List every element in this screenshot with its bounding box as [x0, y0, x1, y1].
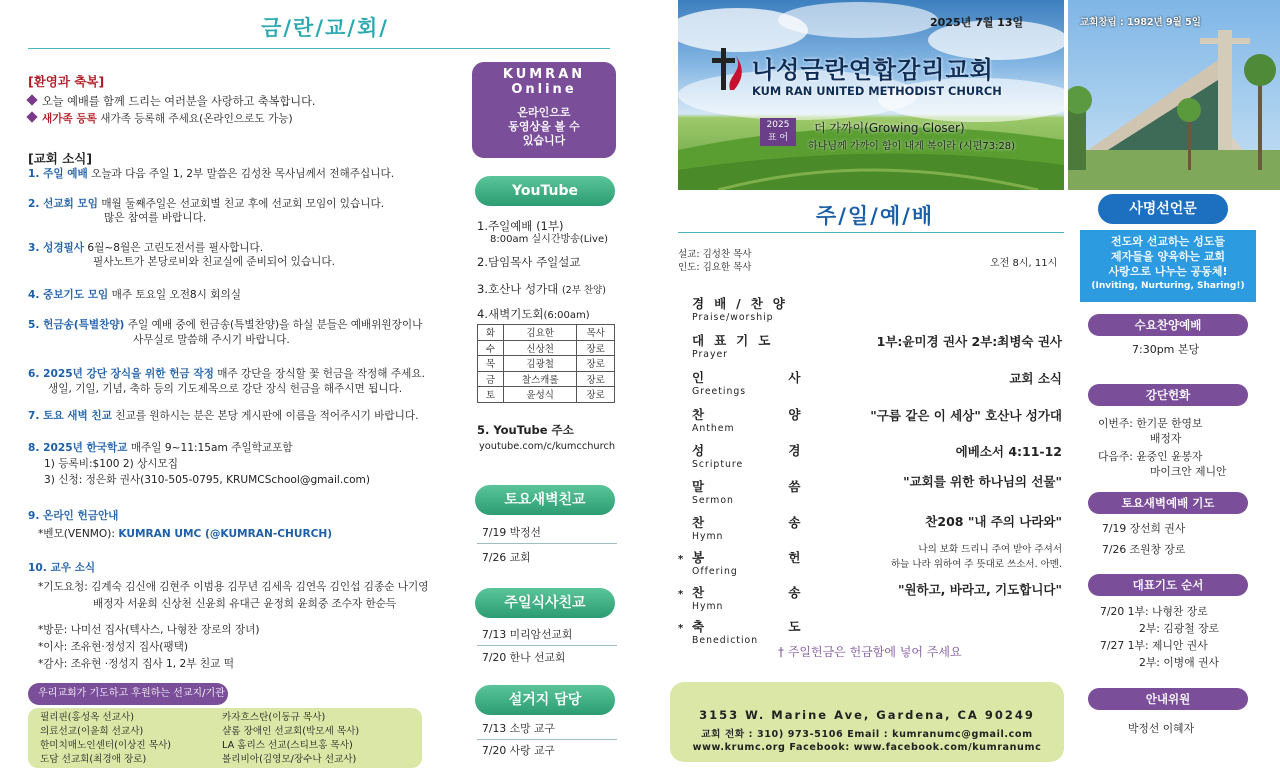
order-row: 인 사 Greetings: [692, 370, 841, 397]
mission-item: LA 홈리스 선교(스티브홍 목사): [222, 740, 353, 751]
lunch-fellowship-label: 주일식사친교: [475, 588, 615, 618]
online-text: 동영상을 볼 수: [508, 120, 580, 133]
diamond-icon: [26, 94, 37, 105]
anthem-detail: "구름 같은 이 세상" 호산나 성가대: [870, 408, 1062, 423]
news-item-1: 1. 주일 예배 오늘과 다음 주일 1, 2부 말씀은 김성찬 목사님께서 전해주십니다.: [28, 168, 395, 180]
dawn-prayer-table: [477, 324, 615, 403]
divider: [477, 645, 617, 646]
yt-item-3: 3.호산나 성가대 (2부 찬양): [477, 282, 606, 296]
order-row: 경배/찬양 Praise/worship: [692, 296, 795, 323]
address-box: [670, 682, 1064, 762]
rep-prayer-item: 2부: 김광철 장로: [1139, 622, 1219, 635]
news-item-5-cont: 사무실로 말씀해 주시기 바랍니다.: [133, 334, 290, 346]
news-item-4: 4. 중보기도 모임 매주 토요일 오전8시 회의실: [28, 289, 241, 301]
news-item-2-cont: 많은 참여를 바랍니다.: [104, 212, 207, 224]
divider: [477, 543, 617, 544]
table-row: 금 찰스캐롤 장로: [478, 371, 615, 387]
mission-item: 볼리비아(김영모/장수나 선교사): [222, 754, 357, 765]
table-row: 목 김광철 장로: [478, 356, 615, 372]
news-item-7: 7. 토요 새벽 친교 친교를 원하시는 분은 본당 게시판에 이름을 적어주시기 바랍니다.: [28, 410, 419, 422]
order-of-worship: [678, 294, 1064, 654]
venmo-id: KUMRAN UMC (@KUMRAN-CHURCH): [118, 528, 333, 540]
order-row: 찬 양 Anthem: [692, 407, 841, 434]
visit-news: *방문: 나미선 집사(텍사스, 나형찬 장로의 장녀): [38, 624, 260, 636]
yt-item-4: 4.새벽기도회(6:00am): [477, 307, 590, 321]
welcome-heading: [환영과 축복]: [28, 74, 105, 89]
mission-item: 한미치매노인센터(이상진 목사): [40, 740, 172, 751]
mission-item: 카자흐스탄(이동규 목사): [222, 712, 326, 723]
offering-line: 나의 보화 드리니 주여 받아 주셔서: [918, 544, 1062, 555]
newcomer-text: 새가족 등록해 주세요(온라인으로도 가능): [100, 113, 293, 125]
rep-prayer-item: 2부: 이병애 권사: [1139, 656, 1219, 669]
mission-line: 제자들을 양육하는 교회: [1111, 250, 1225, 263]
yt-item-2: 2.담임목사 주일설교: [477, 255, 581, 269]
online-title: KUMRAN: [502, 67, 586, 82]
sat-fellowship-label: 토요새벽친교: [475, 485, 615, 515]
church-building-photo: [1068, 0, 1280, 190]
lunch-fellowship-item: 7/20 한나 선교회: [482, 651, 566, 664]
news-item-6-cont: 생일, 기일, 기념, 축하 등의 기도제목으로 강단 장식 헌금을 해주시면 됩니다.: [48, 383, 403, 395]
news-heading: [교회 소식]: [28, 151, 93, 166]
hymn-detail: 찬208 "내 주의 나라와": [925, 514, 1062, 529]
rep-prayer-item: 7/20 1부: 나형찬 장로: [1100, 605, 1208, 618]
table-row: 화 김요한 목사: [478, 325, 615, 341]
scripture-detail: 에베소서 4:11-12: [955, 444, 1062, 459]
venmo-line: *벤모(VENMO): KUMRAN UMC (@KUMRAN-CHURCH): [38, 528, 333, 540]
offering-prayer: [891, 542, 1062, 572]
youtube-url[interactable]: youtube.com/c/kumcchurch: [479, 441, 616, 452]
prayer-request: *기도요청: 김계숙 김신애 김현주 이범용 김무년 김세옥 김연옥 김인섭 김종순 나기영: [38, 581, 429, 593]
year-tag-label: 표 어: [767, 133, 789, 143]
online-text: 온라인으로: [517, 106, 571, 119]
order-row: * 찬 송 Hymn: [678, 585, 841, 612]
news-item-5: 5. 헌금송(특별찬양) 주일 예배 중에 헌금송(특별찬양)을 하실 분들은 예배위원장이나: [28, 319, 423, 331]
offering-line: 하늘 나라 위하여 주 뜻대로 쓰소서. 아멘.: [891, 559, 1062, 570]
thanks-news: *감사: 조유현 ·정성지 집사 1, 2부 친교 떡: [38, 658, 234, 670]
sat-fellowship-item: 7/26 교회: [482, 551, 531, 564]
sat-prayer-label: 토요새벽예배 기도: [1088, 492, 1248, 514]
news-item-8-fee: 1) 등록비:$100 2) 상시모집: [44, 458, 179, 470]
news-item-6: 6. 2025년 강단 장식을 위한 헌금 작정 매주 강단을 장식할 꽃 헌금을 작정해 주세요.: [28, 368, 425, 380]
worship-time: 오전 8시, 11시: [990, 258, 1058, 269]
year-motto-tag: [760, 118, 796, 146]
altar-flowers-label: 강단헌화: [1088, 384, 1248, 406]
cross-flame-icon: [708, 46, 744, 92]
founded-date: 교회창립 : 1982년 9월 5일: [1080, 17, 1201, 28]
motto-verse: 하나님께 가까이 함이 내게 복이라 (시편73:28): [808, 141, 1016, 152]
altar-next-week: 다음주: 윤중인 윤봉자: [1098, 450, 1203, 463]
mission-field-label: 우리교회가 기도하고 후원하는 선교지/기관: [28, 683, 228, 705]
sat-prayer-item: 7/26 조원창 장로: [1102, 543, 1186, 556]
news-item-8: 8. 2025년 한국학교 매주일 9~11:15am 주일학교포함: [28, 442, 293, 454]
order-row: 말 씀 Sermon: [692, 479, 841, 506]
online-subtitle: Online: [511, 82, 577, 97]
church-building-image: [1068, 0, 1280, 190]
sat-prayer-item: 7/19 장선희 권사: [1102, 522, 1186, 535]
move-news: *이사: 조유현·정성지 집사(팽택): [38, 641, 189, 653]
altar-next-week-cont: 마이크안 제니안: [1150, 465, 1227, 478]
online-box: [472, 62, 616, 158]
mission-item: 의료선교(이윤희 선교사): [40, 726, 144, 737]
wednesday-worship-time: 7:30pm 본당: [1132, 343, 1200, 356]
mission-statement-box: [1080, 230, 1256, 302]
yt-item-1: 1.주일예배 (1부): [477, 219, 564, 233]
offering-note: † 주일헌금은 헌금함에 넣어 주세요: [778, 645, 962, 659]
rep-prayer-item: 7/27 1부: 제니안 권사: [1100, 639, 1208, 652]
mission-item: 필리핀(홍성옥 선교사): [40, 712, 134, 723]
bulletin-date: 2025년 7월 13일: [930, 16, 1024, 29]
worship-leader: 인도: 김요한 목사: [678, 262, 752, 273]
church-name-ko: 나성금란연합감리교회: [752, 56, 994, 84]
table-row: 수 신상천 장로: [478, 340, 615, 356]
order-row: 찬 송 Hymn: [692, 515, 841, 542]
online-text: 있습니다: [522, 134, 566, 147]
order-row: 대표기도 Prayer: [692, 333, 781, 360]
prayer-leaders: 1부:윤미경 권사 2부:최병숙 권사: [876, 334, 1062, 349]
order-row: * 축 도 Benediction: [678, 619, 841, 646]
newcomer-line: [28, 112, 293, 126]
year-tag-year: 2025: [766, 120, 790, 130]
news-item-3: 3. 성경필사 6월~8월은 고린도전서를 필사합니다.: [28, 242, 264, 254]
church-section-title: 금/란/교/회/: [261, 16, 389, 40]
mission-line-en: (Inviting, Nurturing, Sharing!): [1091, 281, 1245, 291]
lunch-fellowship-item: 7/13 미리암선교회: [482, 628, 573, 641]
divider: [477, 739, 617, 740]
dishwashing-label: 설거지 담당: [475, 685, 615, 715]
church-address: 3153 W. Marine Ave, Gardena, CA 90249: [699, 708, 1035, 722]
order-row: 성 경 Scripture: [692, 443, 841, 470]
missions-left-list: [40, 711, 171, 767]
youtube-label: YouTube: [475, 176, 615, 206]
wednesday-worship-label: 수요찬양예배: [1088, 314, 1248, 336]
divider: [678, 232, 1064, 233]
diamond-icon: [26, 111, 37, 122]
news-item-9: 9. 온라인 헌금안내: [28, 510, 119, 522]
welcome-line: [28, 95, 315, 109]
altar-this-week: 이번주: 한기문 한영보: [1098, 417, 1203, 430]
mission-item: 도담 선교회(최경애 장로): [40, 754, 147, 765]
divider: [28, 48, 610, 49]
motto: 더 가까이(Growing Closer): [814, 121, 965, 135]
news-item-2: 2. 선교회 모임 매월 둘째주일은 선교회별 친교 후에 선교회 모임이 있습니다.: [28, 198, 385, 210]
welcome-text: 오늘 예배를 함께 드리는 여러분을 사랑하고 축복합니다.: [42, 95, 316, 108]
yt-item-1-live: 8:00am 실시간방송(Live): [490, 234, 609, 245]
worship-title: 주/일/예/배: [815, 204, 935, 228]
news-item-8-apply: 3) 신청: 정은화 권사(310-505-0795, KRUMCSchool@gmail.com): [44, 474, 371, 486]
worship-leaders: [678, 248, 751, 274]
prayer-request-cont: 배정자 서윤희 신상천 신윤희 유대근 윤정희 윤희중 조수자 한순득: [93, 598, 397, 610]
rep-prayer-label: 대표기도 순서: [1088, 574, 1248, 596]
closing-hymn: "원하고, 바라고, 기도합니다": [897, 582, 1062, 597]
preacher: 설교: 김성찬 목사: [678, 249, 752, 260]
newcomer-label: 새가족 등록: [42, 113, 97, 125]
usher-label: 안내위원: [1088, 688, 1248, 710]
table-row: 토 윤성식 장로: [478, 387, 615, 403]
usher-names: 박정선 이혜자: [1128, 722, 1195, 735]
order-row: * 봉 헌 Offering: [678, 550, 841, 577]
yt-item-5: 5. YouTube 주소: [477, 423, 574, 437]
missions-right-list: [222, 711, 359, 767]
mission-statement-title: 사명선언문: [1098, 194, 1228, 224]
news-item-3-cont: 필사노트가 본당로비와 친교실에 준비되어 있습니다.: [93, 256, 335, 268]
altar-this-week-cont: 배정자: [1150, 432, 1182, 445]
greetings-detail: 교회 소식: [1009, 371, 1062, 386]
dishwashing-item: 7/13 소망 교구: [482, 722, 555, 735]
church-web: www.krumc.org Facebook: www.facebook.com/kumranumc: [692, 742, 1042, 753]
sermon-title: "교회를 위한 하나님의 선물": [903, 474, 1062, 489]
church-name-en: KUM RAN UNITED METHODIST CHURCH: [752, 84, 1002, 98]
sat-fellowship-item: 7/19 박정선: [482, 526, 541, 539]
church-contact: 교회 전화 : 310) 973-5106 Email : kumranumc@gmail.com: [701, 729, 1033, 740]
dishwashing-item: 7/20 사랑 교구: [482, 744, 555, 757]
mission-line: 사랑으로 나누는 공동체!: [1108, 265, 1228, 278]
mission-item: 샬롬 장애인 선교회(박모세 목사): [222, 726, 360, 737]
mission-line: 전도와 선교하는 성도들: [1111, 235, 1225, 248]
news-item-10: 10. 교우 소식: [28, 562, 96, 574]
